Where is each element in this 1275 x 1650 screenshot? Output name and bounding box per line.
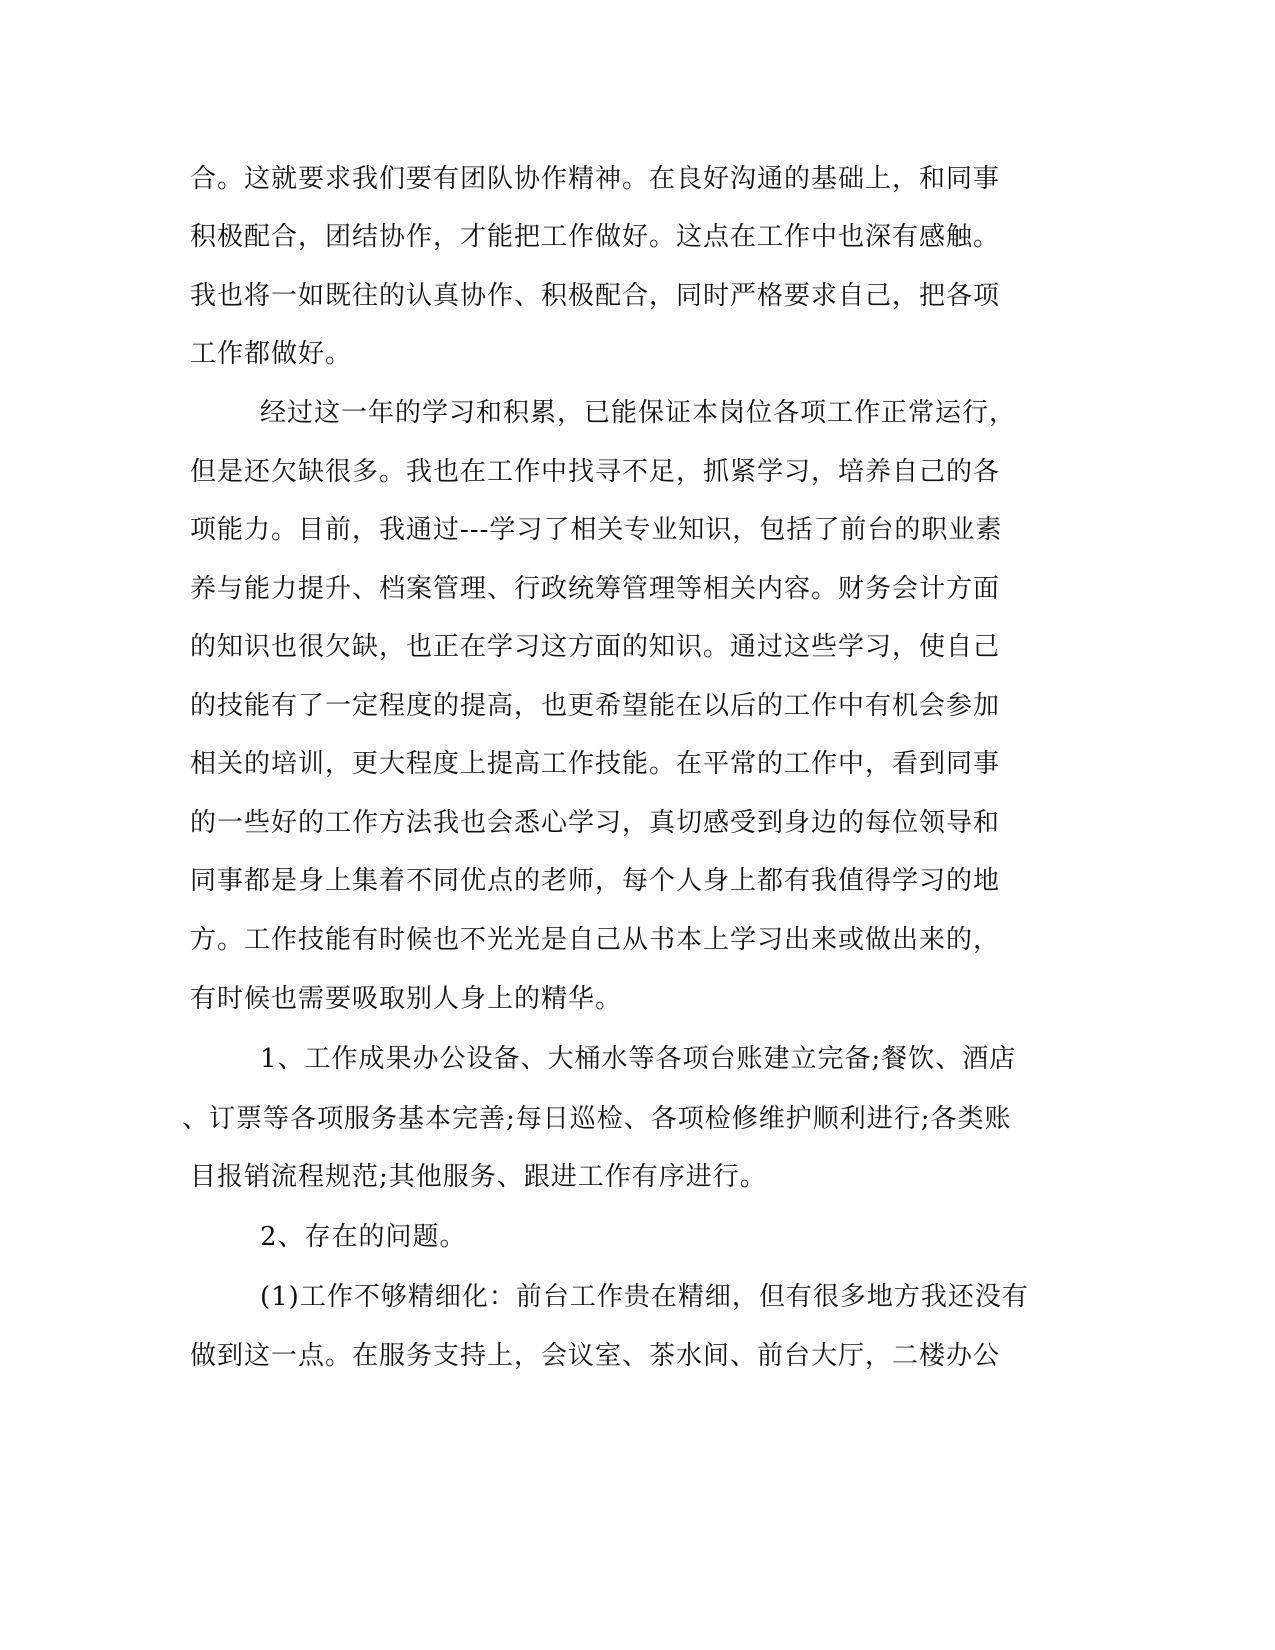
text-line: 积极配合，团结协作，才能把工作做好。这点在工作中也深有感触。 xyxy=(190,222,1001,252)
text-line: 目报销流程规范;其他服务、跟进工作有序进行。 xyxy=(190,1162,767,1192)
text-line: 有时候也需要吸取别人身上的精华。 xyxy=(190,984,623,1014)
list-item-first-line: (1)工作不够精细化：前台工作贵在精细，但有很多地方我还没有 xyxy=(260,1282,1029,1312)
text-line: 相关的培训，更大程度上提高工作技能。在平常的工作中，看到同事 xyxy=(190,749,1001,779)
text-line: 我也将一如既往的认真协作、积极配合，同时严格要求自己，把各项 xyxy=(190,281,1001,311)
section-heading: 2、存在的问题。 xyxy=(260,1222,467,1252)
text-line: 合。这就要求我们要有团队协作精神。在良好沟通的基础上，和同事 xyxy=(190,164,1001,194)
text-line: 、订票等各项服务基本完善;每日巡检、各项检修维护顺利进行;各类账 xyxy=(182,1104,1012,1134)
text-line: 工作都做好。 xyxy=(190,339,353,369)
text-line: 做到这一点。在服务支持上，会议室、茶水间、前台大厅，二楼办公 xyxy=(190,1341,1001,1371)
text-line: 的一些好的工作方法我也会悉心学习，真切感受到身边的每位领导和 xyxy=(190,808,1001,838)
text-line: 同事都是身上集着不同优点的老师，每个人身上都有我值得学习的地 xyxy=(190,866,1001,896)
text-line: 的知识也很欠缺，也正在学习这方面的知识。通过这些学习，使自己 xyxy=(190,632,1001,662)
paragraph-first-line: 经过这一年的学习和积累，已能保证本岗位各项工作正常运行， xyxy=(260,398,1017,428)
text-line: 但是还欠缺很多。我也在工作中找寻不足，抓紧学习，培养自己的各 xyxy=(190,457,1001,487)
list-item-first-line: 1、工作成果办公设备、大桶水等各项台账建立完备;餐饮、酒店 xyxy=(260,1044,1017,1074)
text-line: 项能力。目前，我通过---学习了相关专业知识，包括了前台的职业素 xyxy=(190,515,1003,545)
text-line: 的技能有了一定程度的提高，也更希望能在以后的工作中有机会参加 xyxy=(190,691,1001,721)
text-line: 养与能力提升、档案管理、行政统筹管理等相关内容。财务会计方面 xyxy=(190,574,1001,604)
text-line: 方。工作技能有时候也不光光是自己从书本上学习出来或做出来的， xyxy=(190,925,1001,955)
